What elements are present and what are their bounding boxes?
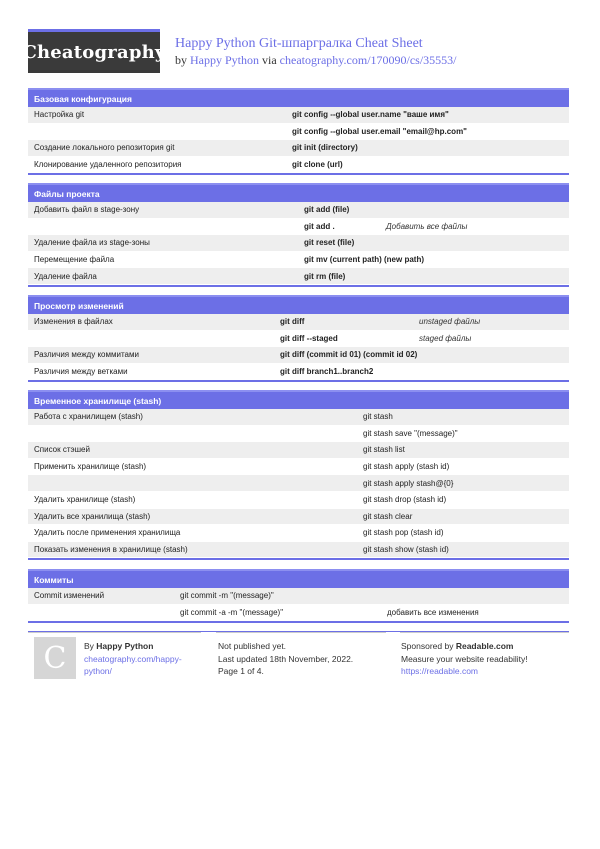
table-row [28,314,569,331]
section-title: Временное хранилище (stash) [28,390,569,409]
section-stash [28,390,569,560]
table-row [28,542,569,559]
table-row [28,492,569,509]
table-row [28,140,569,157]
footer-author-block [84,640,182,678]
row-label: Удалить после применения хранилища [34,528,181,538]
footer-column-rule [28,632,201,633]
row-label: Перемещение файла [34,255,115,265]
row-command: git reset (file) [304,238,355,248]
table-row [28,442,569,459]
table-row [28,364,569,381]
footer-published: Not published yet. [218,641,287,651]
footer-sponsored-by: Sponsored by [401,641,454,651]
table-row [28,331,569,348]
section-bottom-rule [28,380,569,382]
row-label: Commit изменений [34,591,105,601]
footer-sponsor-block [401,640,528,678]
row-label: Удалить хранилище (stash) [34,495,136,505]
section-basic-config [28,88,569,175]
table-row [28,347,569,364]
row-command: git stash pop (stash id) [363,528,444,538]
footer-sponsor-tagline: Measure your website readability! [401,653,528,664]
row-label: Показать изменения в хранилище (stash) [34,545,188,555]
footer-updated: Last updated 18th November, 2022. [218,653,354,664]
table-row [28,124,569,141]
section-title: Просмотр изменений [28,295,569,314]
section-title: Базовая конфигурация [28,88,569,107]
table-row [28,107,569,124]
row-command: git config --global user.email "email@hp.com" [292,126,467,136]
section-bottom-rule [28,558,569,560]
section-title: Коммиты [28,569,569,588]
cheatography-logo[interactable]: Cheatography [28,32,160,73]
row-command: git stash drop (stash id) [363,495,447,505]
row-label: Изменения в файлах [34,317,113,327]
footer-author-line [84,640,182,653]
section-bottom-rule [28,621,569,623]
row-command: git commit -m "(message)" [180,591,274,601]
row-label: Удаление файла [34,271,97,281]
author-avatar[interactable]: C [34,637,76,679]
table-row [28,588,569,605]
row-command: git stash list [363,445,405,455]
row-label: Настройка git [34,110,85,120]
row-note: добавить все изменения [387,607,479,617]
footer-sponsor-name: Readable.com [455,641,514,651]
row-label: Различия между ветками [34,367,128,377]
table-row [28,235,569,252]
row-command: git rm (file) [304,271,346,281]
row-label: Применить хранилище (stash) [34,462,147,472]
footer-column-rule [216,632,386,633]
byline [175,53,457,68]
table-row [28,219,569,236]
row-command: git diff (commit id 01) (commit id 02) [280,350,418,360]
byline-by: by [175,53,187,67]
footer-author-url[interactable]: cheatography.com/happy- [84,653,182,664]
table-row [28,268,569,285]
footer-sponsor-url[interactable]: https://readable.com [401,666,479,676]
row-command: git stash save "(message)" [363,428,458,438]
table-row [28,157,569,174]
table-row [28,409,569,426]
table-row [28,475,569,492]
section-bottom-rule [28,285,569,287]
row-note: unstaged файлы [419,317,481,327]
section-view-changes [28,295,569,382]
footer-author-url-cont[interactable]: python/ [84,666,112,676]
row-label: Различия между коммитами [34,350,139,360]
row-command: git stash apply stash@{0} [363,478,454,488]
footer-author-name: Happy Python [96,641,154,651]
footer-column-rule [400,632,569,633]
row-command: git add (file) [304,205,350,215]
byline-via: via [262,53,277,67]
row-command: git stash clear [363,511,413,521]
row-label: Создание локального репозитория git [34,143,175,153]
row-label: Список стэшей [34,445,90,455]
footer-by: By [84,641,94,651]
row-label: Клонирование удаленного репозитория [34,160,182,170]
footer-publish-block [218,640,353,678]
footer-sponsor-line [401,640,528,653]
row-command: git clone (url) [292,160,343,170]
row-command: git commit -a -m "(message)" [180,607,284,617]
row-note: Добавить все файлы [386,221,468,231]
table-row [28,459,569,476]
footer-page-number: Page 1 of 4. [218,666,264,676]
table-row [28,202,569,219]
row-command: git stash show (stash id) [363,545,449,555]
row-command: git config --global user.name "ваше имя" [292,110,449,120]
section-commits [28,569,569,623]
row-label: Удаление файла из stage-зоны [34,238,150,248]
sheet-title[interactable]: Happy Python Git-шпаргралка Cheat Sheet [175,36,423,51]
row-command: git init (directory) [292,143,358,153]
table-row [28,252,569,269]
section-project-files [28,183,569,287]
row-command: git diff branch1..branch2 [280,367,374,377]
row-note: staged файлы [419,333,472,343]
row-command: git add . [304,221,335,231]
row-command: git stash apply (stash id) [363,462,450,472]
table-row [28,525,569,542]
section-bottom-rule [28,173,569,175]
section-title: Файлы проекта [28,183,569,202]
row-command: git stash [363,412,393,422]
table-row [28,509,569,526]
table-row [28,605,569,622]
row-command: git diff --staged [280,333,338,343]
row-label: Работа с хранилищем (stash) [34,412,143,422]
table-row [28,426,569,443]
row-command: git mv (current path) (new path) [304,255,424,265]
row-label: Добавить файл в stage-зону [34,205,140,215]
sheet-url-link[interactable]: cheatography.com/170090/cs/35553/ [279,53,457,67]
row-command: git diff [280,317,305,327]
row-label: Удалить все хранилища (stash) [34,511,151,521]
author-link[interactable]: Happy Python [190,53,259,67]
